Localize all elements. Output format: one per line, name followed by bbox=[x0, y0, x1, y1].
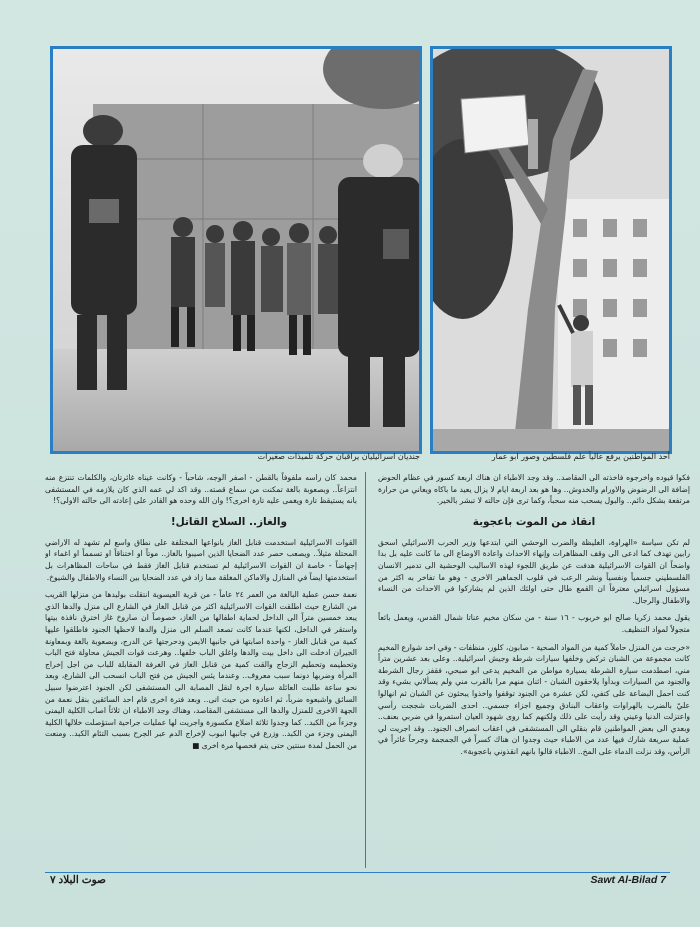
left-intro-paragraph: محمد كان راسه ملفوفاً بالقطن - اصفر الوجه، شاحباً - وكانت عيناه غائرتان، والكلمات تنتزع منه انتزاعاً.. وبصعوبة بالغة تمكنت من سماع قصته.. وقد اكد لي عمه الذي كان يلازمه في المستشفى بانه يستيقظ تارة ويغمى عليه تارة اخرى؟! وان الله وحده هو القادر على إعادته الى حالته الاولى؟! bbox=[45, 473, 357, 506]
photo-flag-tree-image bbox=[433, 49, 669, 451]
right-paragraph-2: يقول محمد زكريا صالح ابو خربوب - ١٦ سنة - من سكان مخيم عناتا شمال القدس، ويعمل بائعاً متجولاً لمواد التنظيف. bbox=[378, 613, 690, 634]
photo-soldiers bbox=[50, 46, 422, 454]
left-paragraph-1: القوات الاسرائيلية استخدمت قنابل الغاز بانواعها المختلفة على نطاق واسع لم تشهد له الاراضي المحتلة مثيلاً.. ويصعب حصر عدد الضحايا الذين اصيبوا بالغاز.. موتاً او اختناقاً او تسمماً او اغماء او إجهاضاً - خاصة ان القوات الاسرائيلية لم تستخدم قنابل الغاز فقط في ساحات المظاهرات بل استخدمتها ايضاً في المنازل والاماكن المغلقة مما زاد في عدد الضحايا بين النساء والاطفال والشيوخ. bbox=[45, 537, 357, 582]
footer-rule bbox=[45, 872, 670, 873]
section-heading-rescue: انقاذ من الموت باعجوبة bbox=[472, 515, 596, 528]
section-heading-gas: والغاز.. السلاح القاتل! bbox=[170, 515, 287, 528]
left-paragraph-2: نعمة حسن عطية البالغة من العمر ٢٤ عاماً - من قرية العيسوية انتقلت بوليدها من منزلها القريب من الشارع حيث اطلقت القوات الاسرائيلية اكثر من قنابل الغاز في الشارع الى منزل والدها الذي يبعد خمسين متراً الى الداخل لحماية اطفالها من الغاز، خصوصاً ان صاروخ غاز اخترق نافذة بيتها واستقر في الداخل، لكنها عندما كانت تصعد السلم الى منزل والدها لاحظها الجنود فاطلقوا عليها كمية من قنابل الغاز - واحدة اصابتها في جانبها الايمن ودحرجتها عن الدرج، وبصعوبة بالغة وبمعاونة الجيران ادخلت الى داخل بيت والدها واغلق الباب خلفها.. وهرعت قوات الجيش محاولة فتح الباب وتحطيمه وتحطيم الزجاج والقت كمية من قنابل الغاز في الغرفة المقابلة للباب من اجل إخراج المرأة وضربها دونما سبب معروف.. وعندما يئس الجيش من فتح الباب انسحب الى الشارع، وبعد نحو ساعة طلبت العائلة سيارة اجرة لنقل المصابة الى المستشفى لكن الجنود اعترضوا سبيل السائق واشبعوه ضرباً، ثم اعادوه من حيث اتى.. وبعد فترة اخرى قام احد السائقين بنقل نعمة من الجهة الاخرى للمنزل والدها الى مستشفى المقاصد، وهناك وجد الاطباء ان ثلاثاً اصاب الكلية اليمنى وجزءاً من الكبد.. كما وجدوا ثلاثة اضلاع مكسورة واجريت لها عمليات جراحية استؤصلت خلالها الكلية اليمنى وجزء من الكبد.. وزرع في جانبها انبوب لإخراج الدم عبر الجرح بسبب التئام الكبد.. ومنعت من الحمل لمدة سنتين حتى يتم فحصها مرة اخرى ■ bbox=[45, 590, 357, 750]
right-paragraph-3: «خرجت من المنزل حاملاً كمية من المواد الصحية - صابون، كلور، منظفات - وفي احد شوارع المخيم كانت مجموعة من الشبان تركض وخلفها سيارات شرطة وجيش اسرائيلية.. وعلى بعد عشرين متراً مني، اصطدمت سيارة الشرطة بسيارة مواطن من المخيم يدعى ابو صبحي، فقفز رجال الشرطة والجنود من السيارات وبدأوا يلاحقون الشبان - اثنان منهم مرا بالقرب مني ولم يسألاني بشيء وقد كنت احمل البضاعة على كتفي، لكن عشرة من الجنود توقفوا واخذوا يبحثون عن الشبان ثم انهالوا عليّ بالضرب بالهراوات واعقاب البنادق وجميع اجزاء جسمي.. احدى الضربات شججت رأسي واعتزلت الدنيا وعيني وقد رأيت على ذلك ولكنهم كما روى شهود العيان استمروا في ضربي بعنف.. وبعدي الى بعض المواطنين قام بنقلي الى المستشفى في اعقاب انصراف الجنود.. وقد اجريت لي عملية سريعة شارك فيها عدد من الاطباء حيث وجدوا ان هناك كسراً في الجمجمة وجرحاً غائراً في الرأس، وقد نزلت الدماء على المخ.. الاطباء قالوا بانهم انقذوني باعجوبة». bbox=[378, 642, 690, 756]
footer-latin-page: Sawt Al-Bilad 7 bbox=[590, 874, 666, 886]
photo-flag-tree bbox=[430, 46, 672, 454]
article-column-left bbox=[45, 472, 357, 872]
photo-flag-tree-caption: أحد المواطنين يرفع عالياً علم فلسطين وصور ابو عمار bbox=[491, 452, 670, 461]
column-divider bbox=[365, 472, 366, 868]
photo-soldiers-image bbox=[53, 49, 419, 451]
article-column-right bbox=[378, 472, 690, 872]
right-intro-paragraph: فكوا قيوده واخرجوه فاخذته الى المقاصد.. وقد وجد الاطباء ان هناك اربعة كسور في عظام الحوض إضافة الى الرضوض والاورام والخدوش.. وها هو بعد اربعة ايام لا يزال يعيد ما باكاه ويعاني من حرارة مرتفعة بشكل دائم.. والبول يسحب منه سحباً، وكما ترى فإن حالته لا تبشر بالخير. bbox=[378, 473, 690, 506]
footer-arabic-page: صوت البلاد ٧ bbox=[50, 874, 106, 886]
photo-soldiers-caption: جنديان اسرائيليان يراقبان حركة تلميذات صغيرات bbox=[257, 452, 420, 461]
right-paragraph-1: لم تكن سياسة «الهراوة، الغليظة والضرب الوحشي التي ابتدعها وزير الحرب الاسرائيلي اسحق رابين تهدف كما ادعى الى وقف المظاهرات وإنهاء الاحداث واعادة الاوضاع الى ما كانت عليه بل بدا واضحاً ان القوات الاسرائيلية هدفت عن طريق اللجوء لهذه الاساليب الوحشية الى تدمير الانسان الفلسطيني جسمياً ونفسياً ونشر الرعب في قلوب الجماهير الاخرى - وهو ما تفاخر به اكثر من مسؤول اسرائيلي معترفاً ان القمع طال حتى اولئك الذين لم يشاركوا في الاحداث من النساء والاطفال والرجال. bbox=[378, 537, 690, 605]
